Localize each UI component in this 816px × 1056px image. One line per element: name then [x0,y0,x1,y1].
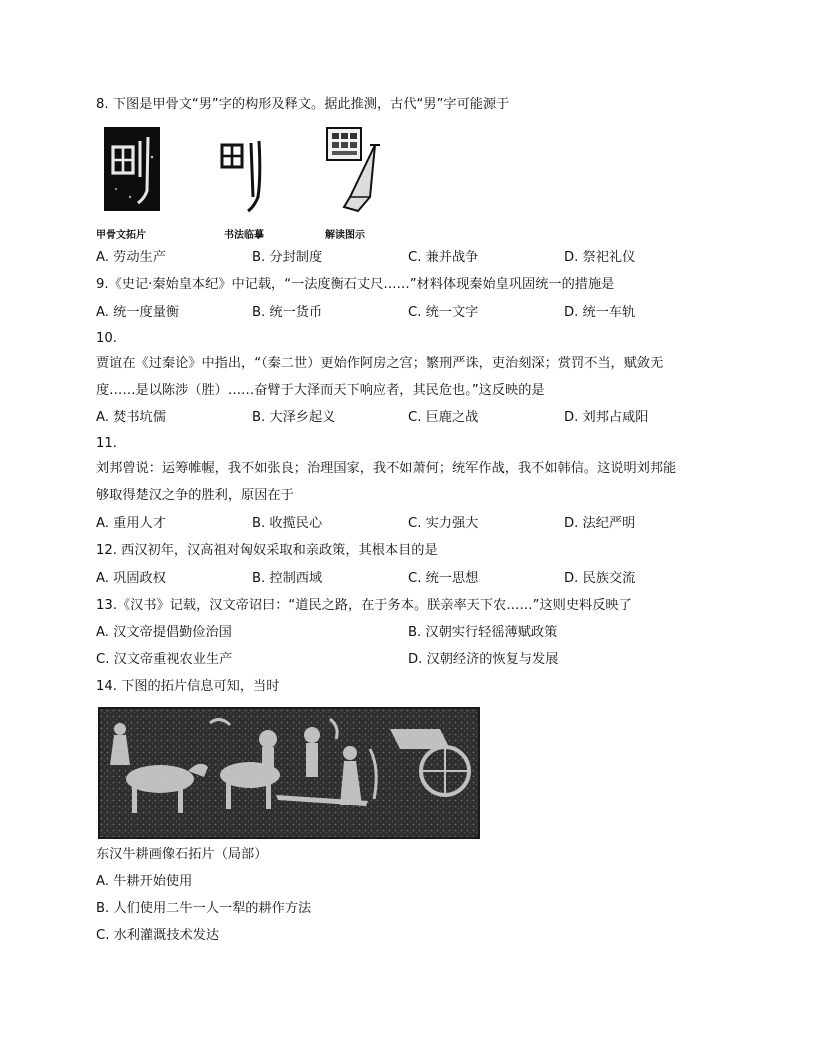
q10-option-a[interactable]: A. 焚书坑儒 [96,410,166,425]
q11-line-1: 刘邦曾说：运筹帷幄，我不如张良；治理国家，我不如萧何；统军作战，我不如韩信。这说明刘邦能 [96,461,677,476]
interpretation-diagram [324,125,386,217]
q8-option-d[interactable]: D. 祭祀礼仪 [564,250,636,265]
q8-option-c[interactable]: C. 兼并战争 [408,250,479,265]
q13-option-c[interactable]: C. 汉文帝重视农业生产 [96,652,233,667]
q14-option-a[interactable]: A. 牛耕开始使用 [96,874,193,889]
oracle-rubbing-image [104,127,160,211]
q9-option-b[interactable]: B. 统一货币 [252,305,323,320]
calligraphy-image [218,137,268,213]
q14-option-c[interactable]: C. 水利灌溉技术发达 [96,928,220,943]
caption-interpretation: 解读图示 [325,230,365,241]
q10-line-1: 贾谊在《过秦论》中指出，“（秦二世）更始作阿房之宫；繁刑严诛，吏治刻深；赏罚不当，赋敛无 [96,356,664,371]
q10-option-d[interactable]: D. 刘邦占咸阳 [564,410,649,425]
q12-option-b[interactable]: B. 控制西域 [252,571,323,586]
q11-option-b[interactable]: B. 收揽民心 [252,516,323,531]
q10-line-2: 度……是以陈涉（胜）……奋臂于大泽而天下响应者，其民危也。”这反映的是 [96,383,545,398]
q14-option-b[interactable]: B. 人们使用二牛一人一犁的耕作方法 [96,901,312,916]
ox-plowing-rubbing-image [98,707,480,839]
q8-stem: 8. 下图是甲骨文“男”字的构形及释文。据此推测，古代“男”字可能源于 [96,97,510,112]
q12-option-d[interactable]: D. 民族交流 [564,571,636,586]
q12-stem: 12. 西汉初年，汉高祖对匈奴采取和亲政策，其根本目的是 [96,543,438,558]
caption-oracle-rubbing: 甲骨文拓片 [96,230,146,241]
q9-stem: 9.《史记·秦始皇本纪》中记载，“一法度衡石丈尺……”材料体现秦始皇巩固统一的措施是 [96,277,615,292]
q10-option-c[interactable]: C. 巨鹿之战 [408,410,479,425]
q13-option-a[interactable]: A. 汉文帝提倡勤俭治国 [96,625,232,640]
q11-option-c[interactable]: C. 实力强大 [408,516,479,531]
q10-option-b[interactable]: B. 大泽乡起义 [252,410,336,425]
q9-option-a[interactable]: A. 统一度量衡 [96,305,180,320]
q11-number: 11. [96,436,117,451]
q9-option-c[interactable]: C. 统一文字 [408,305,479,320]
q11-line-2: 够取得楚汉之争的胜利，原因在于 [96,488,294,503]
q13-stem: 13.《汉书》记载，汉文帝诏曰：“道民之路，在于务本。朕亲率天下农……”这则史料反映了 [96,598,632,613]
q13-option-d[interactable]: D. 汉朝经济的恢复与发展 [408,652,559,667]
q12-option-a[interactable]: A. 巩固政权 [96,571,166,586]
q12-option-c[interactable]: C. 统一思想 [408,571,479,586]
q8-option-a[interactable]: A. 劳动生产 [96,250,166,265]
q13-option-b[interactable]: B. 汉朝实行轻徭薄赋政策 [408,625,558,640]
caption-calligraphy: 书法临摹 [224,230,264,241]
q14-image-caption: 东汉牛耕画像石拓片（局部） [96,847,268,862]
q14-stem: 14. 下图的拓片信息可知，当时 [96,679,280,694]
q10-number: 10. [96,331,117,346]
q11-option-d[interactable]: D. 法纪严明 [564,516,636,531]
q8-option-b[interactable]: B. 分封制度 [252,250,323,265]
q11-option-a[interactable]: A. 重用人才 [96,516,166,531]
q9-option-d[interactable]: D. 统一车轨 [564,305,636,320]
